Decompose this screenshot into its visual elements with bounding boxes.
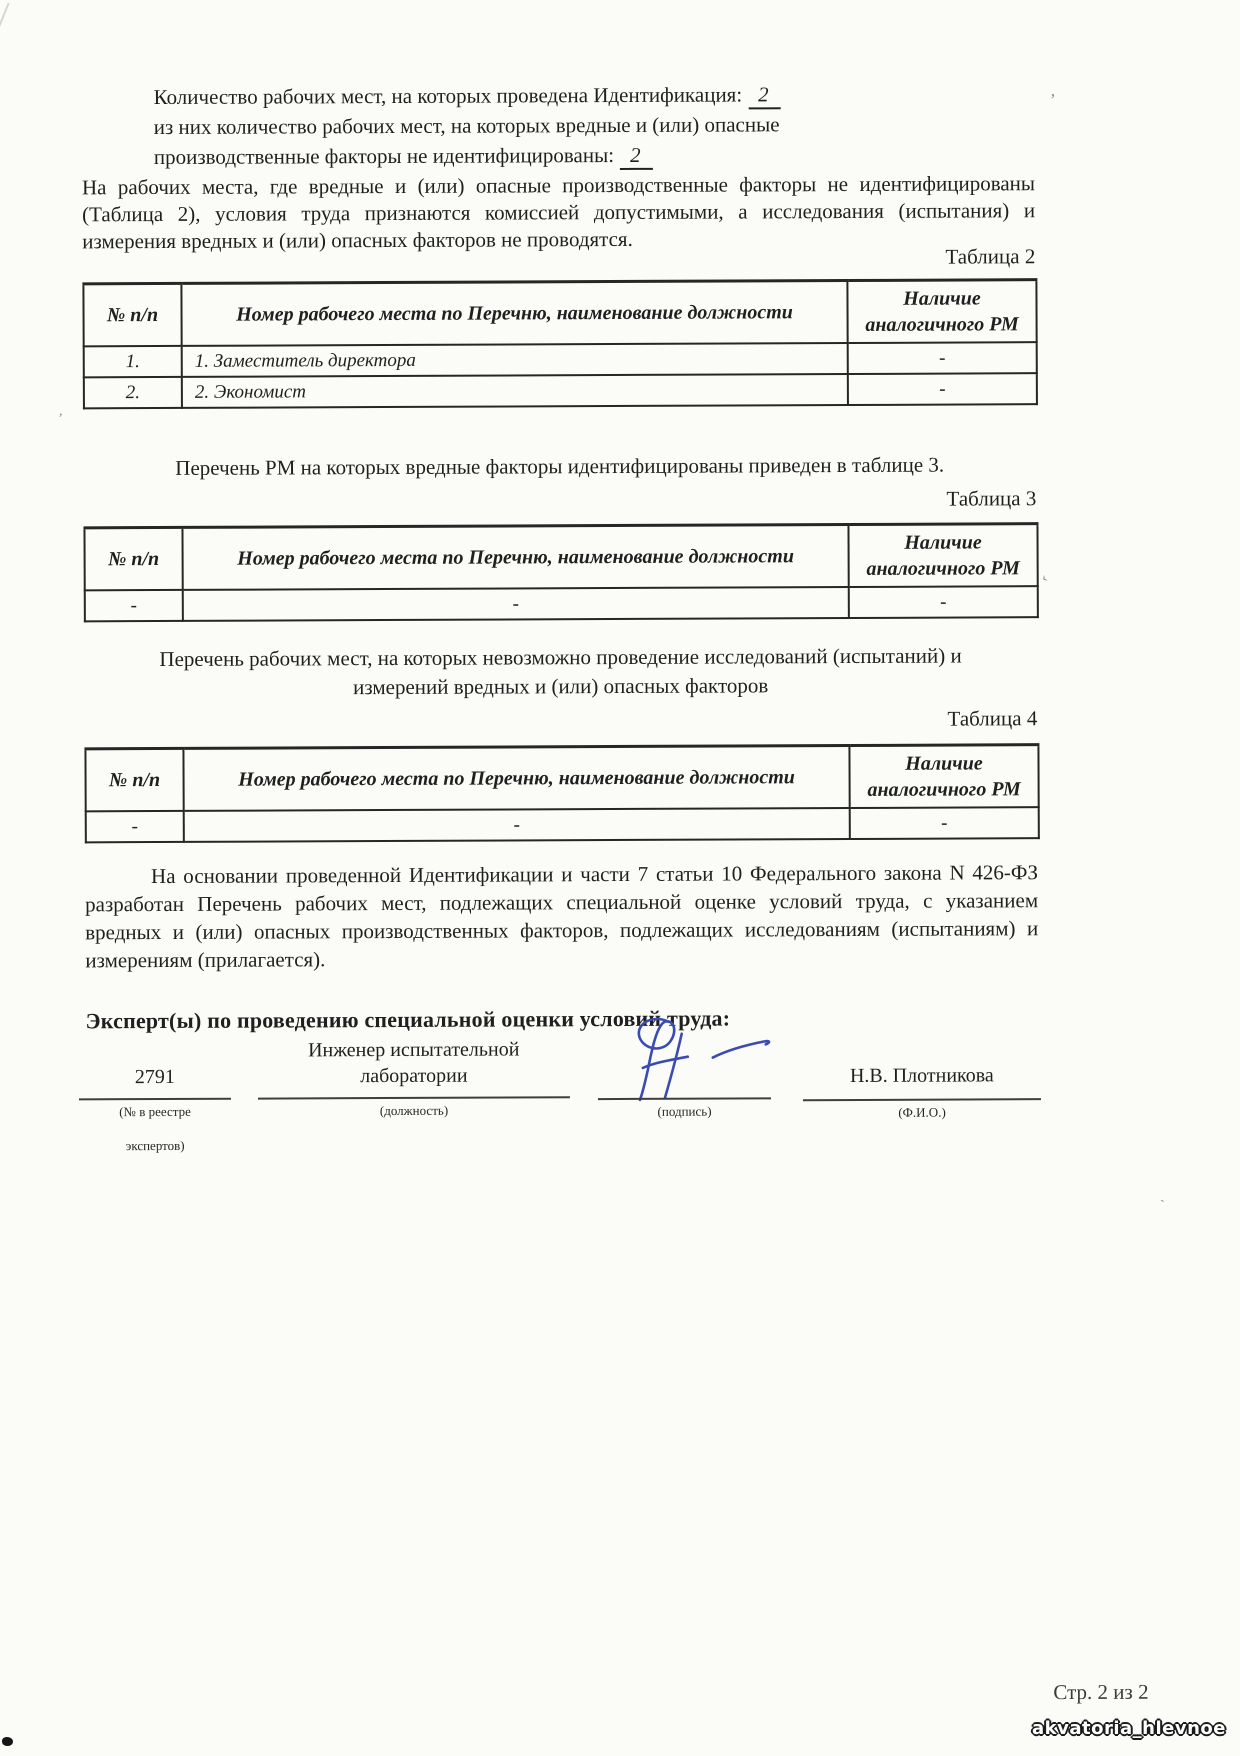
- table-3-caption: Перечень РМ на которых вредные факторы идентифицированы приведен в таблице 3.: [175, 452, 945, 480]
- table-4-label: Таблица 4: [947, 706, 1038, 731]
- count-line-continuation: из них количество рабочих мест, на которых вредные и (или) опасные: [153, 112, 780, 140]
- expert-name: Н.В. Плотникова: [849, 1064, 994, 1087]
- expert-position-line2: лаборатории: [360, 1064, 468, 1088]
- table-3: [83, 522, 1038, 622]
- count-line-identified: [154, 79, 914, 112]
- signature-caption: (подпись): [657, 1103, 712, 1119]
- scan-speck: ‹: [1038, 569, 1051, 587]
- scan-blot: [2, 1737, 13, 1746]
- table-4-caption: [84, 641, 1037, 703]
- paragraph-allowed-conditions: На рабочих места, где вредные и (или) опасные производственные факторы не идентифицированы (Таблица 2), условия труда признаются комиссией допустимыми, а исследования (испытания) и измерения вредных и (или) опасных факторов не проводятся.: [81, 171, 1036, 254]
- registry-caption-line1: (№ в реестре: [119, 1103, 191, 1120]
- not-identified-count-value: 2: [620, 143, 653, 170]
- paragraph-legal-basis: На основании проведенной Идентификации и части 7 статьи 10 Федерального закона N 426-ФЗ разработан Перечень рабочих мест, подлежащих специальной оценке условий труда, с указанием вредных и (или) опасных производственных факторов, подлежащих исследованиям (испытаниям) и измерениям (прилагается).: [85, 860, 1039, 973]
- name-caption: (Ф.И.О.): [898, 1104, 946, 1120]
- table-row: [85, 586, 1038, 621]
- table-3-header-row: [84, 524, 1037, 591]
- table-4-row1-name: -: [184, 808, 850, 842]
- table-4-header-row: [85, 745, 1038, 812]
- table-3-label: Таблица 3: [946, 486, 1037, 511]
- table-3-header-name: Номер рабочего места по Перечню, наименование должности: [182, 524, 848, 589]
- table-2-row2-name: 2. Экономист: [182, 374, 848, 408]
- position-line: [258, 1096, 570, 1099]
- table-row: [84, 373, 1037, 408]
- expert-registry-number: 2791: [134, 1065, 175, 1089]
- table-2-header-analog: Наличие аналогичного РМ: [847, 280, 1036, 343]
- scan-speck: ’: [1050, 90, 1056, 109]
- table-3-row1-analog: -: [849, 586, 1038, 618]
- watermark: akvatoria_hlevnoe: [1032, 1718, 1226, 1739]
- table-2-row1-analog: -: [848, 342, 1037, 374]
- count-line-not-identified: [154, 139, 914, 172]
- table-4-header-analog: Наличие аналогичного РМ: [849, 745, 1038, 808]
- table-4-header-num: № п/п: [85, 748, 183, 811]
- table-3-row1-num: -: [85, 590, 183, 621]
- table-3-header-num: № п/п: [84, 527, 182, 590]
- identified-count-value: 2: [748, 82, 781, 109]
- position-caption: (должность): [379, 1102, 449, 1119]
- table-4: [84, 743, 1039, 843]
- table-4-caption-line2: измерений вредных и (или) опасных факторов: [353, 673, 769, 700]
- identification-counts: [154, 79, 914, 172]
- table-2: [82, 278, 1038, 409]
- experts-heading: Эксперт(ы) по проведению специальной оценки условий труда:: [85, 1005, 731, 1034]
- table-2-row2-analog: -: [848, 373, 1037, 405]
- table-2-row2-num: 2.: [84, 377, 182, 408]
- registry-number-line: [79, 1098, 231, 1101]
- table-4-row1-analog: -: [850, 807, 1039, 839]
- table-row: [84, 342, 1037, 377]
- table-3-header-analog: Наличие аналогичного РМ: [848, 524, 1037, 587]
- name-line: [803, 1098, 1041, 1101]
- count-line-not-identified-text: производственные факторы не идентифицированы:: [153, 143, 615, 170]
- scan-speck: ,: [59, 404, 63, 419]
- registry-caption-line2: экспертов): [125, 1137, 185, 1154]
- table-row: [86, 807, 1039, 842]
- table-4-row1-num: -: [86, 811, 184, 842]
- table-2-header-num: № п/п: [83, 283, 181, 346]
- scan-speck: ˏ: [1160, 1188, 1165, 1203]
- table-2-row1-num: 1.: [84, 346, 182, 377]
- table-2-row1-name: 1. Заместитель директора: [182, 343, 848, 377]
- page-number: Стр. 2 из 2: [1053, 1679, 1149, 1705]
- count-line-identified-text: Количество рабочих мест, на которых проведена Идентификация:: [153, 82, 743, 110]
- expert-position-line1: Инженер испытательной: [308, 1038, 520, 1062]
- table-4-caption-line1: Перечень рабочих мест, на которых невозможно проведение исследований (испытаний) и: [159, 643, 962, 672]
- handwritten-signature: [593, 1011, 803, 1104]
- table-2-header-row: [83, 280, 1036, 347]
- table-4-header-name: Номер рабочего места по Перечню, наименование должности: [183, 745, 849, 810]
- table-2-label: Таблица 2: [945, 244, 1036, 269]
- table-2-header-name: Номер рабочего места по Перечню, наименование должности: [181, 281, 847, 346]
- table-3-row1-name: -: [183, 587, 849, 621]
